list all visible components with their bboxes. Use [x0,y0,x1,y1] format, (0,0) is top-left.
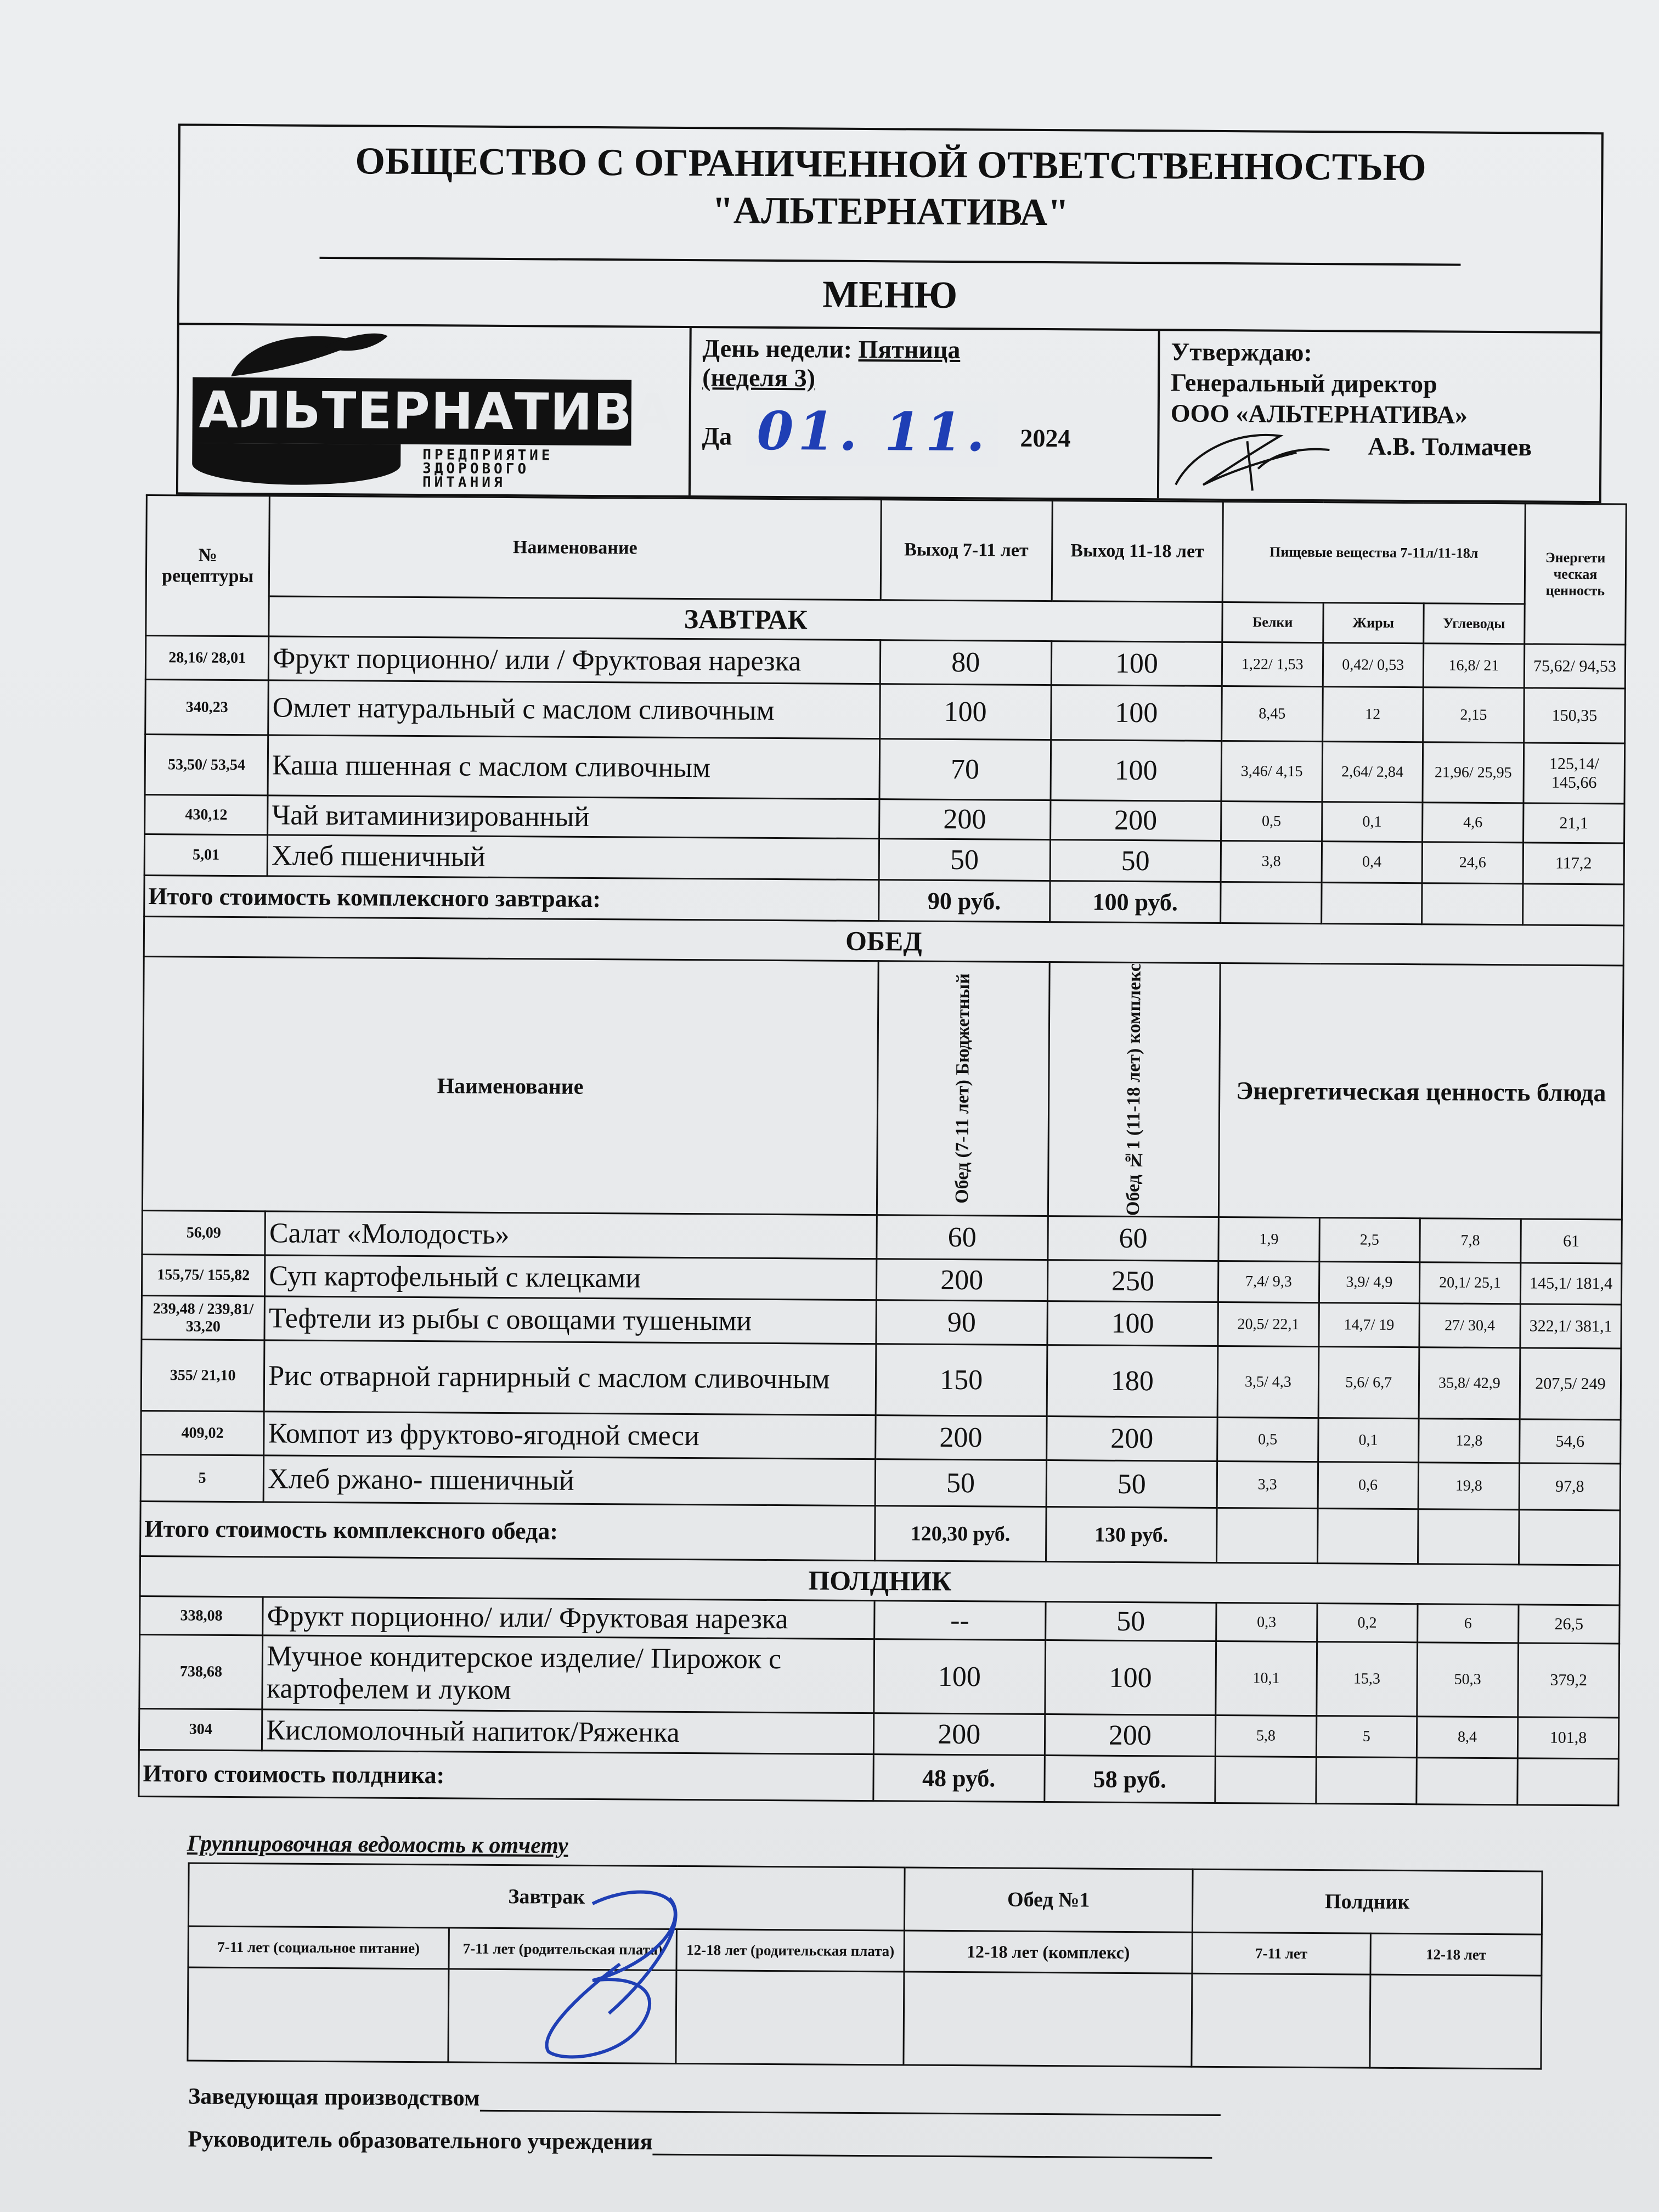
snack-total-q2: 58 руб. [1044,1756,1215,1803]
lunch-total-label: Итого стоимость комплексного обеда: [140,1502,875,1561]
energy-value: 75,62/ 94,53 [1524,644,1626,689]
grouping-breakfast: Завтрак [188,1863,905,1931]
table-row [140,1455,1620,1510]
carbs-value: 6 [1418,1604,1519,1643]
portion-7-11: 70 [879,739,1051,800]
energy-value: 207,5/ 249 [1520,1348,1621,1420]
recipe-code: 355/ 21,10 [141,1340,264,1412]
lunch-total-row [140,1502,1621,1565]
carbs-value: 27/ 30,4 [1419,1304,1521,1348]
recipe-code: 53,50/ 53,54 [145,734,268,795]
day-value: Пятница [858,335,961,364]
date-year: 2024 [1020,424,1071,453]
fat-value: 5,6/ 6,7 [1318,1347,1419,1419]
recipe-code: 5 [140,1455,264,1502]
date-label: Да [702,422,732,450]
carbs-value: 2,15 [1423,687,1525,743]
breakfast-total-q2: 100 руб. [1049,881,1221,923]
director-name: А.В. Толмачев [1368,432,1532,461]
fat-value: 5 [1316,1716,1417,1758]
lunch-header-row [142,956,1623,1220]
fat-value: 3,9/ 4,9 [1319,1262,1420,1304]
portion-11-18: 100 [1051,685,1222,741]
logo-wordmark [192,377,674,446]
approve-label: Утверждаю: [1171,337,1312,366]
signature-line [652,2132,1212,2159]
grouping-b3: 12-18 лет (родительская плата) [676,1929,904,1972]
approve-position: Генеральный директор [1170,368,1437,398]
signature-line [479,2088,1220,2116]
portion-7-11: 50 [875,1459,1046,1507]
portion-11-18: 50 [1045,1602,1216,1641]
dish-name: Омлет натуральный с маслом сливочным [268,680,880,739]
logo-base-shape [192,443,400,486]
lunch-total-q2: 130 руб. [1046,1507,1217,1563]
carbs-value: 4,6 [1422,803,1523,843]
dish-name: Фрукт порционно/ или / Фруктовая нарезка [269,636,881,684]
empty-cell [1217,1508,1318,1563]
logo-sub-3: ПИТАНИЯ [422,474,506,491]
dish-name: Салат «Молодость» [265,1211,877,1259]
dish-name: Фрукт порционно/ или/ Фруктовая нарезка [263,1597,874,1639]
col-energy: Энергети ческая ценность [1525,504,1627,645]
recipe-code: 28,16/ 28,01 [145,635,269,680]
lunch-col-budget [877,961,1049,1216]
production-manager-label: Заведующая производством [188,2084,480,2111]
org-line-2: "АЛЬТЕРНАТИВА" [712,189,1069,234]
leaf-icon [225,330,391,380]
carbs-value: 24,6 [1422,842,1523,884]
energy-value: 54,6 [1520,1419,1621,1464]
section-lunch: ОБЕД [144,916,1623,965]
grouping-cell [188,1967,449,2062]
fat-value: 12 [1322,687,1423,742]
fat-value: 15,3 [1316,1642,1417,1717]
recipe-code: 338,08 [140,1596,263,1635]
carbs-value: 19,8 [1418,1463,1520,1510]
fat-value: 2,5 [1319,1218,1420,1262]
lunch-total-q1: 120,30 руб. [874,1506,1046,1562]
portion-7-11: 150 [876,1344,1047,1417]
document-header [176,123,1604,503]
portion-7-11: 50 [879,839,1050,881]
col-q2: Выход 11-18 лет [1052,501,1223,602]
protein-value: 7,4/ 9,3 [1218,1261,1319,1303]
portion-11-18: 100 [1051,740,1222,802]
week-value: (неделя 3) [702,363,816,392]
col-carbs: Углеводы [1424,603,1525,644]
recipe-code: 430,12 [145,794,268,834]
grouping-cell [1370,1974,1542,2069]
recipe-code: 5,01 [144,834,268,876]
breakfast-total-label: Итого стоимость комплексного завтрака: [144,875,879,921]
protein-value: 0,5 [1217,1417,1318,1462]
portion-11-18: 60 [1047,1216,1218,1261]
col-q1: Выход 7-11 лет [881,500,1052,601]
lunch-rows [140,1211,1622,1510]
portion-11-18: 50 [1050,840,1221,882]
snack-total-label: Итого стоимость полдника: [139,1750,873,1801]
menu-table [138,494,1627,1806]
protein-value: 3,46/ 4,15 [1221,741,1322,802]
dish-name: Тефтели из рыбы с овощами тушеными [264,1296,876,1344]
protein-value: 20,5/ 22,1 [1218,1302,1319,1347]
organization-name [180,126,1601,240]
portion-11-18: 200 [1046,1417,1217,1462]
company-logo [178,325,692,495]
snack-rows [139,1596,1620,1759]
lunch-col-budget-text: Обед (7-11 лет) Бюджетный [952,973,974,1204]
empty-cell [1317,1509,1418,1564]
carbs-value: 35,8/ 42,9 [1419,1347,1520,1419]
col-name: Наименование [269,496,882,600]
protein-value: 8,45 [1222,686,1323,741]
energy-value: 145,1/ 181,4 [1520,1263,1621,1305]
table-header-row [146,495,1626,604]
table-row [145,679,1626,743]
energy-value: 21,1 [1523,803,1624,843]
col-protein: Белки [1222,602,1323,642]
empty-cell [1321,883,1422,924]
empty-cell [1418,1509,1519,1565]
approve-company: ООО «АЛЬТЕРНАТИВА» [1170,399,1468,429]
energy-value: 322,1/ 381,1 [1520,1304,1622,1348]
approval-block [1159,331,1600,501]
handwritten-date-text: 01. 11. [757,399,990,464]
portion-11-18: 250 [1047,1260,1218,1302]
recipe-code: 155,75/ 155,82 [142,1255,265,1296]
logo-sub-2: ЗДОРОВОГО [422,460,530,478]
breakfast-total-q1: 90 руб. [878,880,1049,922]
energy-value: 61 [1521,1219,1622,1263]
portion-7-11: 90 [876,1300,1047,1345]
carbs-value: 21,96/ 25,95 [1423,742,1524,803]
grouping-s1: 7-11 лет [1192,1932,1370,1974]
header-info-row [178,323,1600,501]
logo-sub-1: ПРЕДПРИЯТИЕ [422,447,554,464]
fat-value: 0,6 [1318,1462,1419,1509]
carbs-value: 50,3 [1417,1643,1519,1717]
portion-11-18: 50 [1046,1460,1217,1508]
empty-cell [1523,884,1624,926]
fat-value: 0,4 [1322,842,1423,883]
snack-total-row [139,1750,1618,1805]
protein-value: 0,3 [1216,1602,1317,1641]
protein-value: 1,9 [1218,1217,1319,1262]
table-row [145,734,1625,803]
grouping-values-row [188,1967,1542,2069]
portion-7-11: 80 [880,640,1051,685]
logo-mark [192,325,674,493]
portion-7-11: 200 [875,1415,1046,1460]
grouping-lunch: Обед №1 [904,1867,1193,1932]
lunch-col-energy: Энергетическая ценность блюда [1218,963,1623,1220]
fat-value: 0,2 [1317,1604,1418,1643]
portion-11-18: 100 [1051,641,1222,686]
energy-value: 379,2 [1518,1643,1620,1718]
dish-name: Хлеб ржано- пшеничный [263,1455,875,1506]
grouping-b1: 7-11 лет (социальное питание) [188,1926,449,1969]
dish-name: Каша пшенная с маслом сливочным [268,735,879,799]
empty-cell [1215,1756,1316,1803]
dish-name: Кисломолочный напиток/Ряженка [262,1709,874,1754]
grouping-cell [904,1972,1192,2067]
empty-cell [1517,1758,1619,1805]
day-info [691,328,1160,498]
logo-text: АЛЬТЕРНАТИВА [199,380,674,442]
carbs-value: 16,8/ 21 [1423,644,1525,688]
grouping-s2: 12-18 лет [1370,1933,1542,1976]
energy-value: 101,8 [1517,1717,1618,1759]
grouping-title: Группировочная ведомость к отчету [187,1831,568,1859]
portion-7-11: 60 [877,1215,1048,1260]
grouping-header-row [188,1863,1542,1934]
director-signature [1170,419,1335,496]
lunch-col-complex [1048,962,1220,1217]
dish-name: Мучное кондитерское изделие/ Пирожок с картофелем и луком [262,1635,874,1713]
section-breakfast: ЗАВТРАК [269,596,1222,642]
recipe-code: 304 [139,1709,262,1751]
energy-value: 117,2 [1523,843,1624,884]
protein-value: 3,5/ 4,3 [1217,1346,1318,1418]
col-nutrients: Пищевые вещества 7-11л/11-18л [1222,501,1525,603]
fat-value: 14,7/ 19 [1318,1303,1419,1347]
table-row [141,1340,1621,1420]
grouping-cell [1192,1973,1370,2068]
lunch-col-name: Наименование [142,956,878,1215]
protein-value: 3,8 [1221,840,1322,882]
fat-value: 0,42/ 0,53 [1323,643,1424,687]
dish-name: Рис отварной гарнирный с маслом сливочным [264,1340,876,1415]
fat-value: 0,1 [1318,1418,1419,1463]
lunch-col-complex-text: Обед №1 (11-18 лет) комплекс [1122,963,1145,1216]
handwritten-date [746,400,998,467]
energy-value: 150,35 [1524,688,1626,743]
recipe-code: 239,48 / 239,81/ 33,20 [142,1296,265,1340]
org-line-1: ОБЩЕСТВО С ОГРАНИЧЕННОЙ ОТВЕТСТВЕННОСТЬЮ [355,140,1426,189]
grouping-snack: Полдник [1192,1869,1542,1934]
dish-name: Компот из фруктово-ягодной смеси [264,1412,876,1459]
protein-value: 5,8 [1215,1715,1316,1757]
dish-name: Суп картофельный с клецками [265,1255,877,1300]
energy-value: 26,5 [1519,1605,1620,1644]
portion-7-11: 100 [874,1639,1046,1714]
portion-7-11: 200 [873,1713,1045,1756]
day-label: День недели: [702,334,859,363]
menu-sheet [136,123,1629,2161]
dish-name: Чай витаминизированный [268,795,879,839]
header-rule [319,257,1460,266]
empty-cell [1221,882,1322,923]
portion-7-11: 200 [879,799,1050,840]
empty-cell [1316,1757,1417,1804]
carbs-value: 12,8 [1419,1419,1520,1463]
blue-signature [527,1887,713,2074]
grouping-table [187,1863,1543,2070]
protein-value: 0,5 [1221,801,1322,841]
logo-subtitle [422,448,554,490]
protein-value: 10,1 [1216,1641,1317,1716]
empty-cell [1422,883,1523,925]
carbs-value: 8,4 [1417,1717,1518,1758]
recipe-code: 56,09 [142,1211,266,1255]
portion-11-18: 100 [1047,1301,1218,1346]
protein-value: 1,22/ 1,53 [1222,642,1323,686]
col-code: № рецептуры [146,495,270,636]
portion-11-18: 200 [1050,800,1221,841]
recipe-code: 340,23 [145,679,269,735]
grouping-l1: 12-18 лет (комплекс) [904,1931,1192,1973]
portion-11-18: 180 [1047,1345,1218,1418]
carbs-value: 20,1/ 25,1 [1419,1262,1521,1304]
fat-value: 2,64/ 2,84 [1322,742,1423,803]
table-row [139,1635,1620,1718]
portion-7-11: 100 [879,684,1051,740]
grouping-b2: 7-11 лет (родительская плата) [449,1928,676,1971]
menu-title: МЕНЮ [822,273,958,317]
energy-value: 97,8 [1519,1463,1621,1510]
portion-11-18: 100 [1045,1640,1216,1716]
fat-value: 0,1 [1322,802,1423,842]
production-manager-line [188,2084,1617,2119]
portion-11-18: 200 [1045,1714,1216,1757]
protein-value: 3,3 [1217,1461,1318,1508]
recipe-code: 738,68 [139,1635,263,1709]
empty-cell [1417,1758,1518,1805]
carbs-value: 7,8 [1420,1218,1521,1263]
portion-7-11: -- [874,1601,1045,1640]
snack-total-q1: 48 руб. [873,1754,1045,1802]
portion-7-11: 200 [876,1259,1047,1301]
energy-value: 125,14/ 145,66 [1523,743,1625,804]
recipe-code: 409,02 [141,1411,264,1455]
breakfast-rows [144,635,1626,884]
empty-cell [1519,1510,1620,1565]
dish-name: Хлеб пшеничный [267,835,879,880]
section-snack: ПОЛДНИК [140,1556,1620,1605]
col-fat: Жиры [1323,603,1424,644]
school-head-label: Руководитель образовательного учреждения [188,2126,653,2155]
